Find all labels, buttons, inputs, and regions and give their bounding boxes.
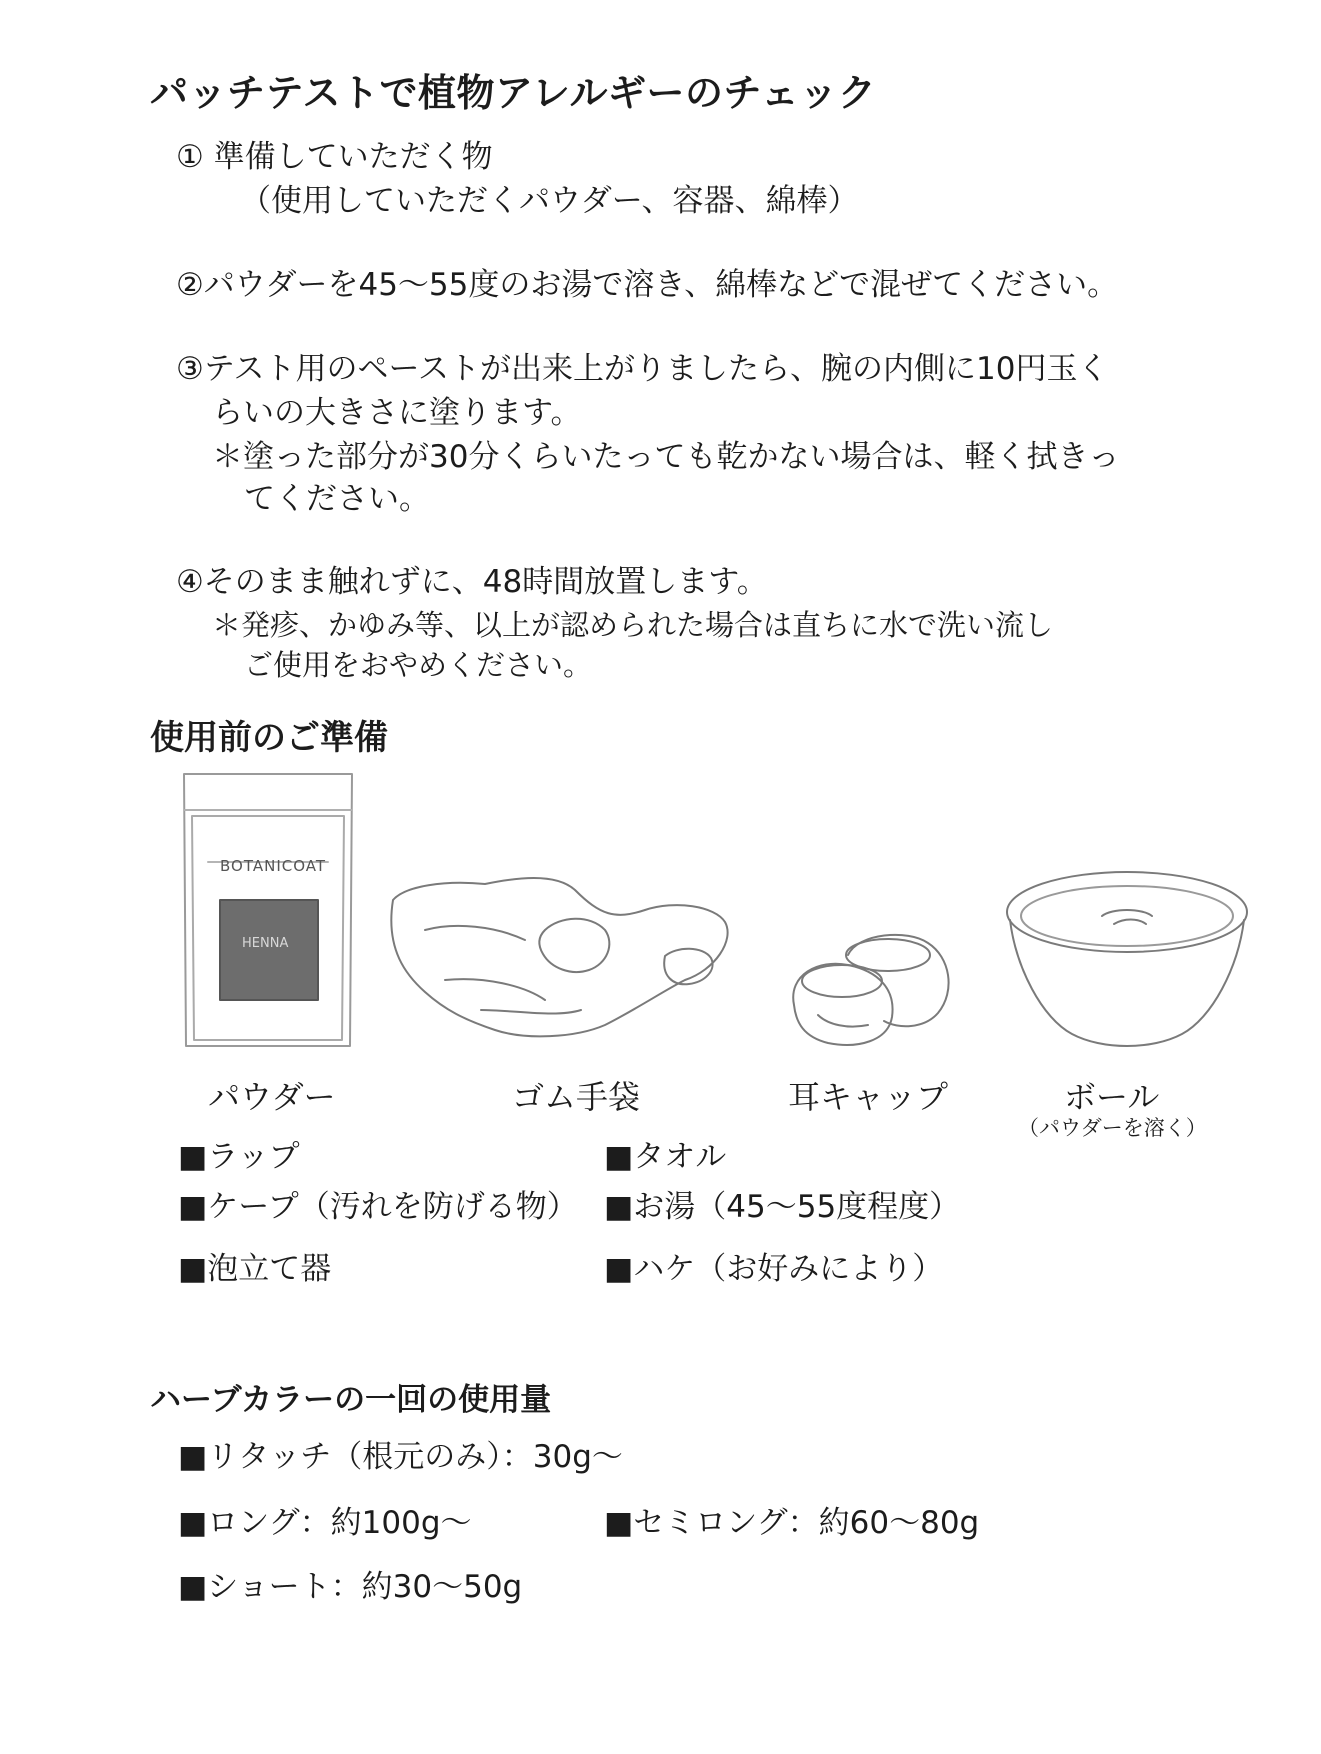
step-3-line2: らいの大きさに塗ります。	[212, 395, 582, 431]
caption-powder: パウダー	[208, 1078, 336, 1116]
step-4-note2: ご使用をおやめください。	[244, 648, 593, 682]
pouch-label-text: HENNA	[242, 936, 289, 951]
powder-pouch-icon	[178, 770, 358, 1050]
step-3-note2: てください。	[244, 481, 430, 517]
list-item: ■ラップ	[178, 1139, 300, 1175]
step-3-note1: ＊塗った部分が30分くらいたっても乾かない場合は、軽く拭きっ	[212, 439, 1120, 475]
step-2: ②パウダーを45～55度のお湯で溶き、綿棒などで混ぜてください。	[176, 267, 1119, 303]
caption-ear-caps: 耳キャップ	[788, 1078, 949, 1116]
list-item: ■泡立て器	[178, 1251, 332, 1287]
rubber-gloves-icon	[385, 860, 740, 1045]
list-item: ■タオル	[604, 1139, 727, 1175]
bowl-icon	[1002, 868, 1252, 1048]
usage-title: ハーブカラーの一回の使用量	[150, 1382, 552, 1418]
usage-retouch: ■リタッチ（根元のみ）：30g～	[178, 1439, 623, 1475]
usage-semilong: ■セミロング：約60～80g	[604, 1505, 980, 1541]
caption-rubber-gloves: ゴム手袋	[512, 1078, 641, 1116]
patch-test-title: パッチテストで植物アレルギーのチェック	[150, 71, 877, 115]
caption-bowl-sub: （パウダーを溶く）	[1018, 1116, 1207, 1140]
caption-bowl: ボール	[1064, 1078, 1160, 1116]
step-1: ① 準備していただく物	[176, 139, 493, 175]
step-1-detail: （使用していただくパウダー、容器、綿棒）	[240, 183, 859, 219]
usage-long: ■ロング：約100g～	[178, 1505, 472, 1541]
list-item: ■お湯（45～55度程度）	[604, 1189, 961, 1225]
step-4: ④そのまま触れずに、48時間放置します。	[176, 564, 768, 600]
pouch-brand-text: BOTANICOAT	[220, 857, 327, 875]
step-3-line1: ③テスト用のペーストが出来上がりましたら、腕の内側に10円玉く	[176, 351, 1109, 387]
usage-short: ■ショート：約30～50g	[178, 1569, 523, 1605]
preparation-title: 使用前のご準備	[150, 718, 388, 758]
step-4-note1: ＊発疹、かゆみ等、以上が認められた場合は直ちに水で洗い流し	[212, 608, 1054, 642]
list-item: ■ハケ（お好みにより）	[604, 1251, 944, 1287]
list-item: ■ケープ（汚れを防げる物）	[178, 1189, 578, 1225]
ear-caps-icon	[788, 925, 968, 1050]
